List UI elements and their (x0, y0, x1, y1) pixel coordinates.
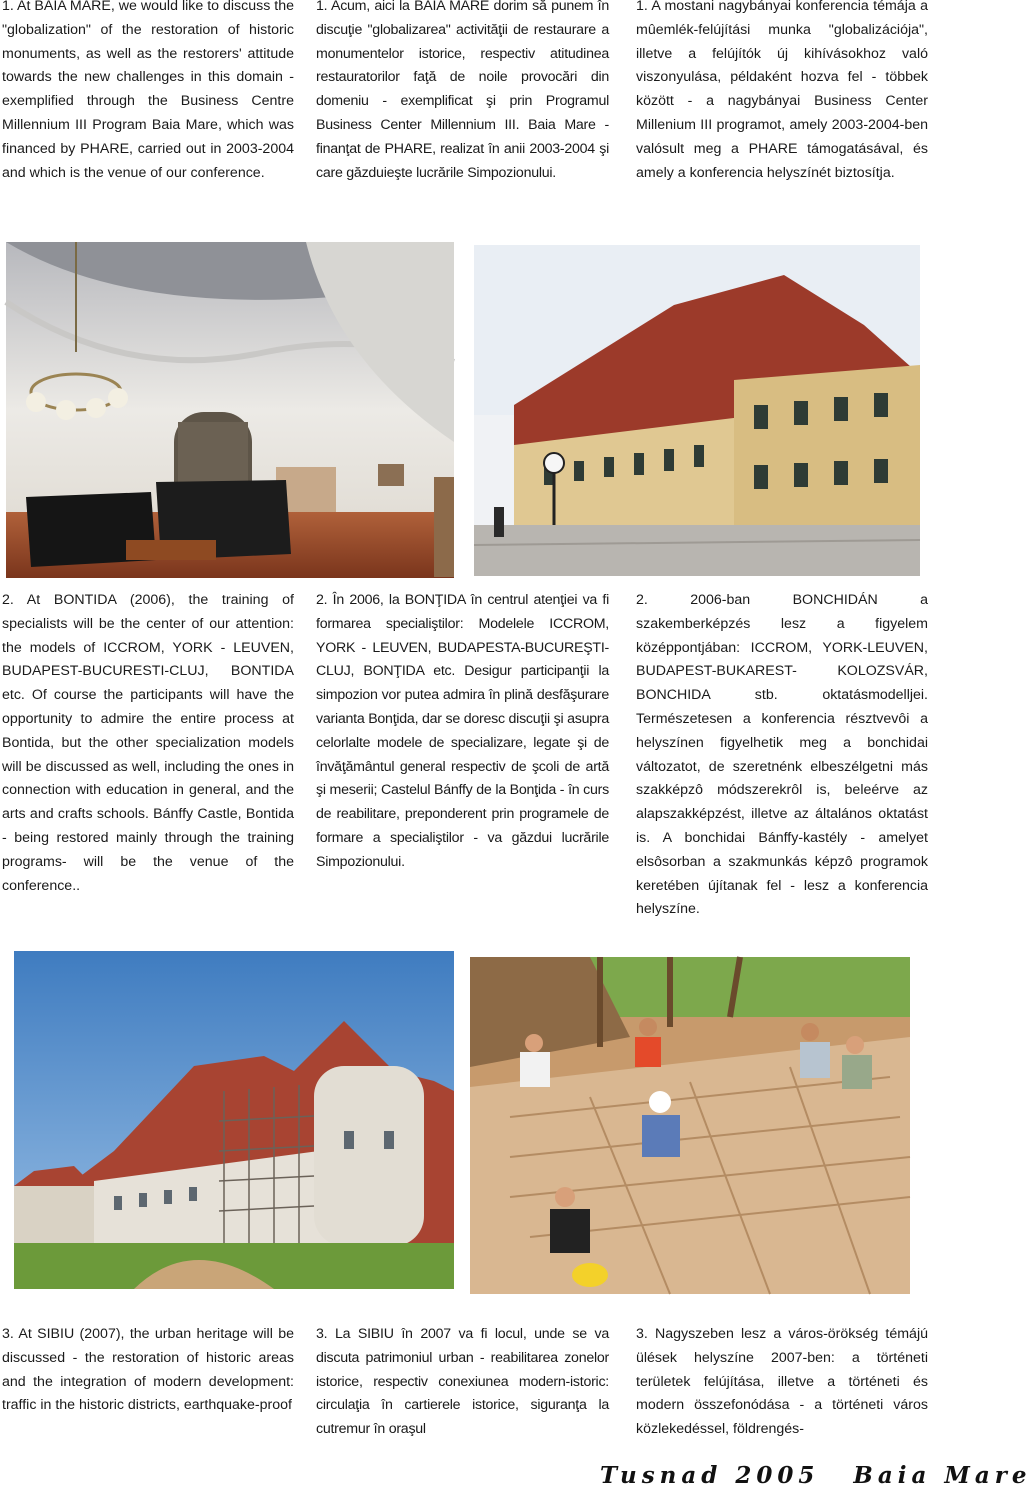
footer-event: Tusnad 2005 (600, 1462, 820, 1489)
section3-hungarian: 3. Nagyszeben lesz a város-örökség témájú ülések helyszíne 2007-ben: a történeti területek felújítása, illetve a történeti és modern összefonódása - a történeti város közlekedéssel, földrengés- (636, 1326, 928, 1438)
section1-hungarian: 1. A mostani nagybányai konferencia témája a mûemlék-felújítási munka "globalizációja", illetve a felújítók új kihívásokhoz való viszonyulása, példaként hozva fel - többek között - a nagybányai Business Center Millenium III programot, amely 2003-2004-ben valósult meg a PHARE támogatásával, és amely a konferencia helyszínét biztosítja. (636, 0, 928, 181)
section2-romanian: 2. În 2006, la BONŢIDA în centrul atenţiei va fi formarea specialiştilor: Modelele ICCROM, YORK - LEUVEN, BUDAPESTA-BUCUREŞTI-CLUJ, BONŢIDA etc. Desigur participanţii la simpozion vor putea admira în plină desfăşurare varianta Bonţida, dar se doresc discuţii şi asupra celorlalte modele de specializare, legate şi de învăţământul general respectiv de şcoli de artă şi meserii; Castelul Bánffy de la Bonţida - în curs de reabilitare, preponderent prin programele de formare a specialiştilor - va găzdui lucrările Simpozionului. (316, 592, 609, 870)
section3-romanian: 3. La SIBIU în 2007 va fi locul, unde se va discuta patrimoniul urban - reabilitarea zonelor istorice, respectiv conexiunea modern-istoric: circulaţia în cartierele istorice, siguranţa la cutremur în oraşul (316, 1326, 609, 1438)
footer-location: Baia Mare (853, 1462, 1032, 1489)
yellow-building-street-photo (474, 245, 920, 576)
section3-english: 3. At SIBIU (2007), the urban heritage will be discussed - the restoration of historic areas and the integration of modern development: traffic in the historic districts, earthquake-proof (2, 1326, 294, 1414)
section1-romanian: 1. Acum, aici la BAIA MARE dorim să punem în discuţie "globalizarea" activităţii de restaurare a monumentelor istorice, respectiv atitudinea restauratorilor faţă de noile provocări din domeniu - exemplificat şi prin Programul Business Center Millennium III. Baia Mare - finanţat de PHARE, realizat în anii 2003-2004 şi care găzduieşte lucrările Simpozionului. (316, 0, 609, 181)
castle-scaffolding-photo (14, 951, 454, 1289)
page-footer (600, 1462, 1032, 1490)
section1-english: 1. At BAIA MARE, we would like to discuss the "globalization" of the restoration of historic monuments, as well as the restorers' attitude towards the new challenges in this domain - exemplified through the Business Centre Millennium III Program Baia Mare, which was financed by PHARE, carried out in 2003-2004 and which is the venue of our conference. (2, 0, 294, 181)
excavation-workers-photo (470, 957, 910, 1294)
section2-hungarian: 2. 2006-ban BONCHIDÁN a szakemberképzés lesz a figyelem középpontjában: ICCROM, YORK-LEUVEN, BUDAPEST-BUKAREST- KOLOZSVÁR, BONCHIDA stb. oktatásmodelljei. Természetesen a konferencia résztvevôi a helyszínen figyelhetik meg a bonchidai változatot, de szeretnénk elbeszélgetni más szakképzô módszerekrôl is, beleérve az alapszakképzést, illetve az általános oktatást is. A bonchidai Bánffy-kastély - amelyet elsôsorban a szakmunkás képzô programok keretében újítanak fel - lesz a konferencia helyszíne. (636, 592, 928, 918)
section2-english: 2. At BONTIDA (2006), the training of specialists will be the center of our attention: the models of ICCROM, YORK - LEUVEN, BUDAPEST-BUCURESTI-CLUJ, BONTIDA etc. Of course the participants will have the opportunity to admire the entire process at Bontida, but the other specialization models will be discussed as well, including the ones in connection with education in general, and the arts and crafts schools. Bánffy Castle, Bontida - being restored mainly through the training programs- will be the venue of the conference.. (2, 592, 294, 894)
interior-vaulted-room-photo (6, 242, 454, 578)
